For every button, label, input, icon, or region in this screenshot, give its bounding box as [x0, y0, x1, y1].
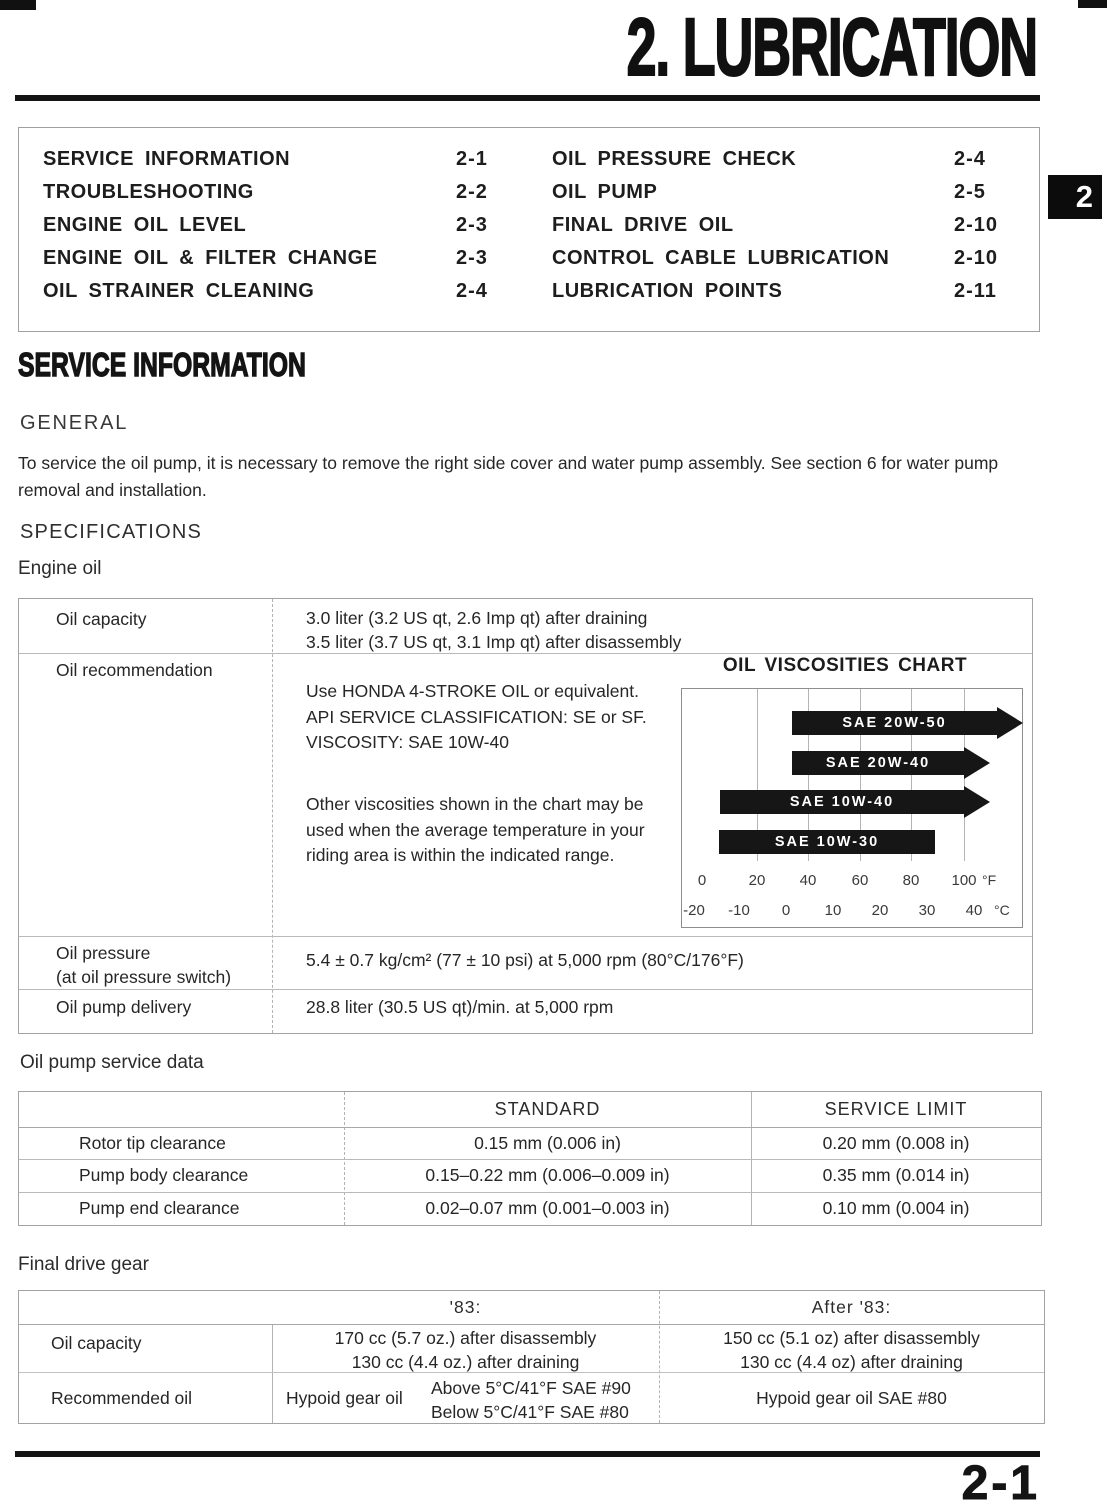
spec-label-oil-pressure-2: (at oil pressure switch): [56, 967, 232, 987]
capacity-after-line2: 130 cc (4.4 oz) after draining: [740, 1352, 963, 1372]
toc-item: [552, 148, 796, 172]
recommended-83-oil: Hypoid gear oil: [286, 1388, 403, 1408]
bar-label: SAE 10W-30: [774, 834, 880, 850]
section-tab-number: 2: [1075, 179, 1093, 214]
scan-artifact: [1078, 0, 1107, 8]
viscosity-bar-10w30: [719, 830, 935, 854]
spec-label-oil-capacity: Oil capacity: [56, 609, 147, 629]
spec-label-oil-recommendation: Oil recommendation: [56, 660, 213, 680]
chart-frame: [681, 688, 1023, 928]
recommendation-line: Use HONDA 4-STROKE OIL or equivalent.: [306, 681, 639, 701]
toc-item: [43, 148, 290, 172]
section-tab: [1048, 175, 1102, 219]
row-label: Pump end clearance: [79, 1198, 240, 1218]
recommendation-line: Other viscosities shown in the chart may be: [306, 794, 644, 814]
bar-arrowhead: [964, 786, 990, 818]
scan-artifact: [0, 0, 36, 10]
spec-label-oil-pressure: Oil pressure: [56, 943, 151, 963]
toc-item-label: FINAL DRIVE OIL: [552, 214, 734, 236]
viscosity-bar-10w40: [720, 790, 964, 814]
viscosity-bar-20w50: [792, 711, 997, 735]
footer-rule: [15, 1451, 1040, 1457]
axis-tick-f: 100: [951, 872, 977, 889]
toc-item: [43, 280, 314, 304]
toc-page-number: 2-4: [954, 148, 986, 170]
recommendation-line: used when the average temperature in your: [306, 819, 645, 840]
recommended-after: Hypoid gear oil SAE #80: [756, 1388, 947, 1408]
service-information-heading: SERVICE INFORMATION: [18, 346, 306, 383]
general-heading: GENERAL: [20, 412, 129, 434]
recommendation-line: VISCOSITY: SAE 10W-40: [306, 732, 509, 752]
toc-item-label: CONTROL CABLE LUBRICATION: [552, 247, 890, 269]
toc-item-label: OIL PUMP: [552, 181, 658, 203]
toc-page-number: 2-11: [954, 280, 997, 302]
toc-item-label: OIL PRESSURE CHECK: [552, 148, 797, 170]
capacity-83-line2: 130 cc (4.4 oz.) after draining: [351, 1352, 580, 1372]
column-header-after-83: After '83:: [811, 1297, 892, 1317]
row-label-oil-capacity: Oil capacity: [51, 1333, 142, 1353]
toc-page-number: 2-4: [456, 280, 488, 302]
viscosity-bar-20w40: [792, 751, 964, 775]
toc-item-label: TROUBLESHOOTING: [43, 181, 254, 203]
spec-label-oil-pump-delivery: Oil pump delivery: [56, 997, 192, 1017]
bar-label: SAE 20W-40: [825, 755, 931, 771]
row-divider: [19, 1127, 1041, 1128]
row-value-standard: 0.02–0.07 mm (0.001–0.003 in): [425, 1198, 670, 1218]
general-paragraph: To service the oil pump, it is necessary to remove the right side cover and water pump assembly. See section 6 for water pump removal and installation.: [18, 453, 999, 500]
bar-arrowhead: [997, 707, 1023, 739]
axis-tick-c: -20: [683, 902, 705, 919]
page-title: 2. LUBRICATION: [626, 2, 1037, 93]
bar-arrowhead: [964, 747, 990, 779]
row-value-service-limit: 0.10 mm (0.004 in): [822, 1198, 970, 1218]
spec-value-oil-pump-delivery: 28.8 liter (30.5 US qt)/min. at 5,000 rpm: [306, 997, 614, 1017]
axis-tick-f: 80: [902, 872, 920, 889]
toc-item: [43, 214, 246, 238]
toc-item-label: OIL STRAINER CLEANING: [43, 280, 315, 302]
chart-title: OIL VISCOSITIES CHART: [722, 655, 968, 676]
capacity-after-line1: 150 cc (5.1 oz) after disassembly: [723, 1328, 980, 1348]
final-drive-heading: Final drive gear: [18, 1254, 149, 1275]
capacity-83-line1: 170 cc (5.7 oz.) after disassembly: [334, 1328, 597, 1348]
axis-tick-f: 0: [697, 872, 707, 889]
row-value-standard: 0.15 mm (0.006 in): [474, 1133, 621, 1153]
toc-page-number: 2-2: [456, 181, 488, 203]
axis-tick-f: 20: [748, 872, 766, 889]
axis-tick-f: 40: [799, 872, 817, 889]
toc-page-number: 2-5: [954, 181, 986, 203]
toc-item-label: ENGINE OIL LEVEL: [43, 214, 247, 236]
toc-item: [552, 280, 782, 304]
spec-value-oil-capacity-1: 3.0 liter (3.2 US qt, 2.6 Imp qt) after draining: [306, 608, 648, 628]
row-divider: [19, 653, 1032, 654]
row-label: Pump body clearance: [79, 1165, 249, 1185]
toc-page-number: 2-1: [456, 148, 488, 170]
oil-viscosities-chart: [664, 655, 1026, 933]
axis-unit-c: °C: [994, 902, 1010, 918]
axis-unit-f: °F: [982, 872, 997, 888]
engine-oil-spec-table: [18, 598, 1033, 1034]
column-header-standard: STANDARD: [494, 1099, 601, 1119]
axis-tick-c: 20: [871, 902, 889, 919]
toc-item-label: SERVICE INFORMATION: [43, 148, 291, 170]
toc-item: [43, 181, 254, 205]
row-divider: [19, 936, 1032, 937]
toc-page-number: 2-10: [954, 214, 999, 236]
toc-item: [552, 214, 734, 238]
axis-tick-c: 0: [781, 902, 791, 919]
row-value-standard: 0.15–0.22 mm (0.006–0.009 in): [425, 1165, 670, 1185]
recommended-83-above: Above 5°C/41°F SAE #90: [431, 1378, 631, 1398]
axis-tick-c: 40: [965, 902, 983, 919]
spec-value-other-viscosities: [306, 792, 645, 869]
recommended-83-below: Below 5°C/41°F SAE #80: [431, 1402, 629, 1422]
toc-item: [552, 247, 889, 271]
spec-value-oil-recommendation: [306, 679, 647, 756]
axis-tick-c: 10: [824, 902, 842, 919]
row-label-recommended-oil: Recommended oil: [51, 1388, 193, 1408]
toc-page-number: 2-10: [954, 247, 999, 269]
row-divider: [19, 1192, 1041, 1193]
toc-page-number: 2-3: [456, 214, 488, 236]
toc-item-label: LUBRICATION POINTS: [552, 280, 783, 302]
header-rule: [15, 95, 1040, 101]
recommendation-line: riding area is within the indicated range.: [306, 845, 615, 865]
page-number: 2-1: [961, 1457, 1040, 1509]
toc-item-label: ENGINE OIL & FILTER CHANGE: [43, 247, 378, 269]
final-drive-table: [18, 1290, 1045, 1424]
engine-oil-heading: Engine oil: [18, 558, 102, 579]
table-of-contents: [18, 127, 1040, 332]
column-header-service-limit: SERVICE LIMIT: [824, 1099, 968, 1119]
row-divider: [19, 1324, 1044, 1325]
row-divider: [19, 1159, 1041, 1160]
column-header-83: '83:: [449, 1297, 482, 1317]
toc-item: [43, 247, 378, 271]
spec-value-oil-capacity-2: 3.5 liter (3.7 US qt, 3.1 Imp qt) after disassembly: [306, 632, 682, 652]
row-divider: [19, 989, 1032, 990]
specifications-heading: SPECIFICATIONS: [20, 521, 203, 543]
axis-tick-c: -10: [728, 902, 750, 919]
recommendation-line: API SERVICE CLASSIFICATION: SE or SF.: [306, 706, 647, 727]
toc-item: [552, 181, 657, 205]
toc-page-number: 2-3: [456, 247, 488, 269]
oil-pump-service-heading: Oil pump service data: [20, 1052, 204, 1073]
row-label: Rotor tip clearance: [79, 1133, 226, 1153]
bar-label: SAE 10W-40: [789, 794, 895, 810]
row-value-service-limit: 0.35 mm (0.014 in): [822, 1165, 970, 1185]
axis-tick-c: 30: [918, 902, 936, 919]
axis-tick-f: 60: [851, 872, 869, 889]
bar-label: SAE 20W-50: [842, 715, 947, 731]
spec-value-oil-pressure: 5.4 ± 0.7 kg/cm² (77 ± 10 psi) at 5,000 rpm (80°C/176°F): [306, 950, 744, 970]
oil-pump-service-table: [18, 1091, 1042, 1226]
column-divider: [272, 599, 274, 1033]
row-value-service-limit: 0.20 mm (0.008 in): [822, 1133, 970, 1153]
